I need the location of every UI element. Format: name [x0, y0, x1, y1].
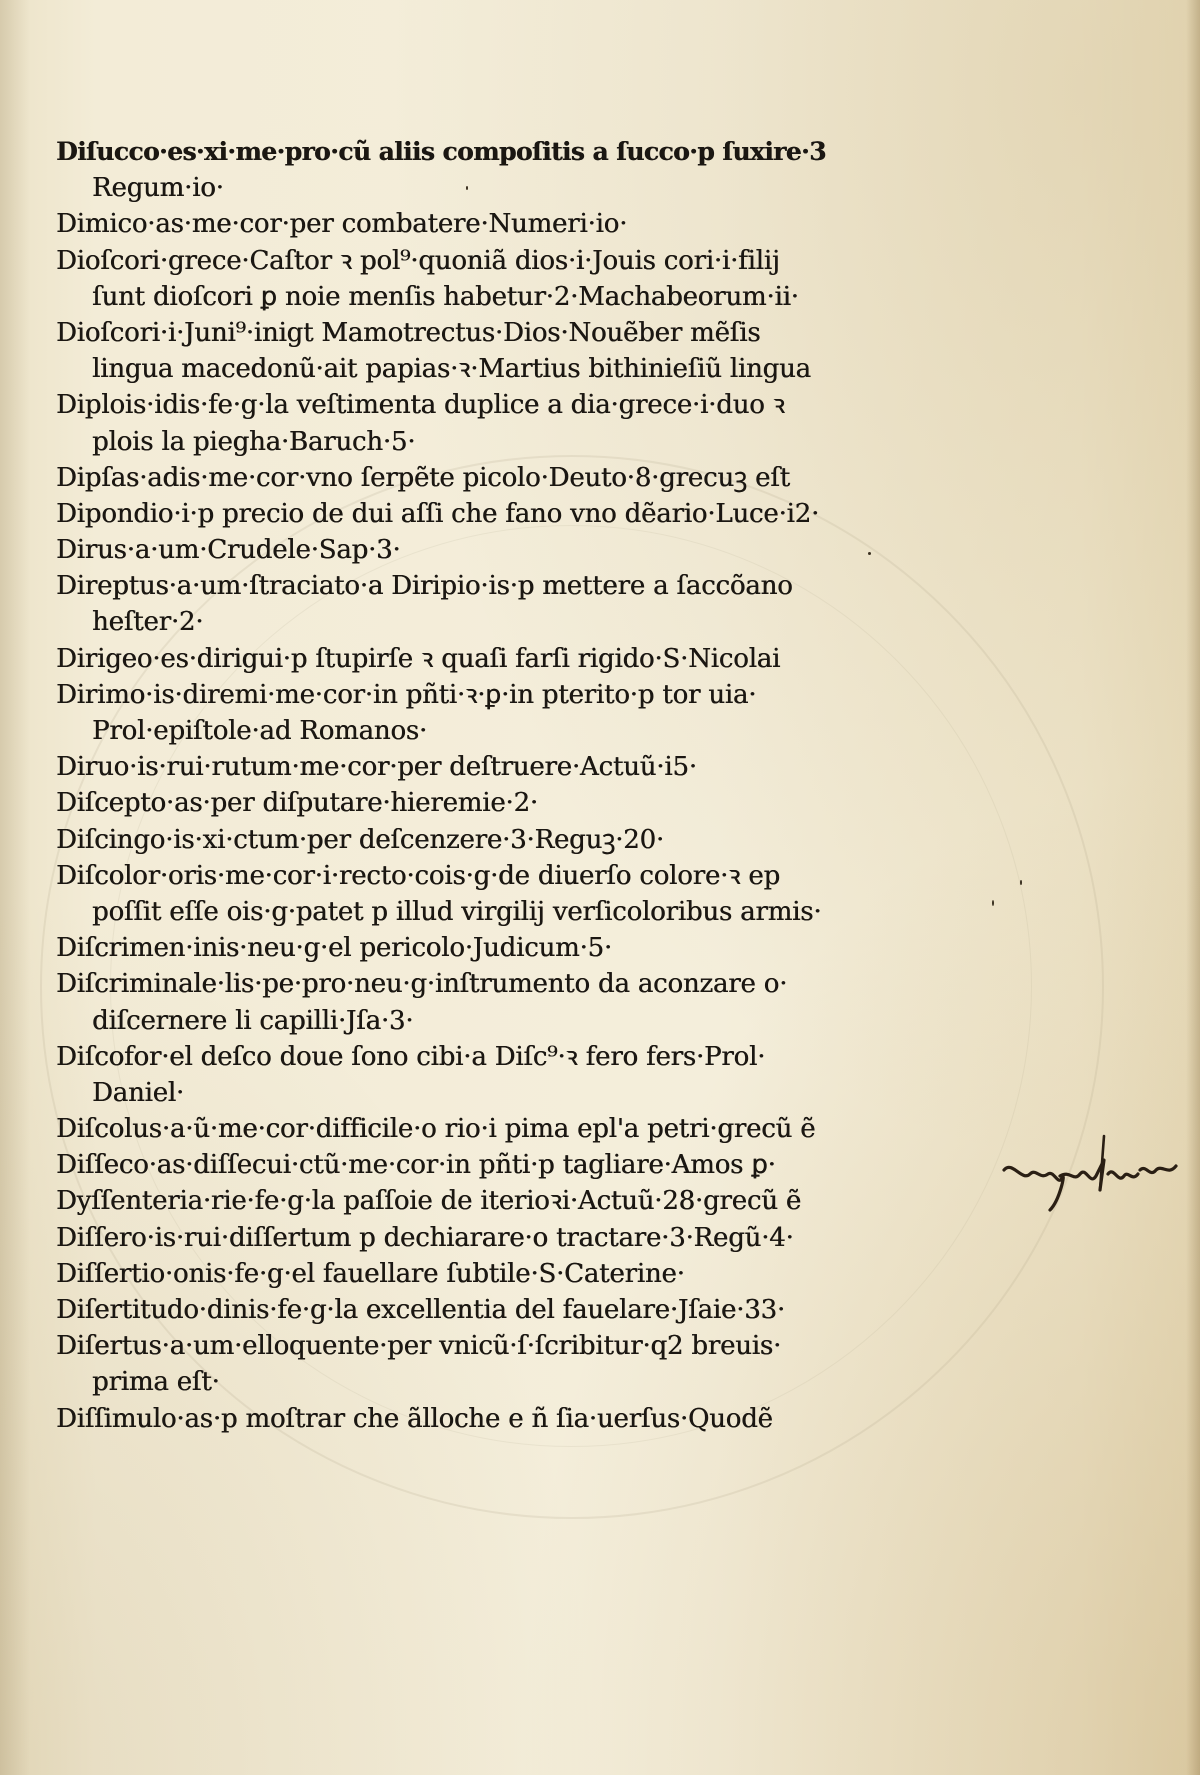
- entry-line: Diſcrimen·inis·neu·g·el pericolo·Judicum·5·: [56, 933, 612, 964]
- entry-line: Dipondio·i·p precio de dui aſſi che fano vno dẽario·Luce·i2·: [56, 498, 820, 529]
- entry-line: Dipſas·adis·me·cor·vno ſerpẽte picolo·Deuto·8·grecuꝫ eſt: [56, 462, 790, 493]
- handwritten-stroke: [1004, 1160, 1176, 1210]
- entry-line: Direptus·a·um·ſtraciato·a Diripio·is·p mettere a ſaccõano: [56, 571, 793, 602]
- entry-continuation-line: heſter·2·: [92, 607, 204, 638]
- entry-continuation-line: prima eſt·: [92, 1367, 220, 1398]
- entry-continuation-line: ſunt dioſcori ꝑ noie menſis habetur·2·Machabeorum·ii·: [92, 281, 799, 312]
- entry-continuation-line: Regum·io·: [92, 173, 224, 204]
- page-edge-shadow: [1186, 0, 1200, 1775]
- entry-line: Dyſſenteria·rie·fe·g·la paſſoie de iterioꝛi·Actuũ·28·grecũ ẽ: [56, 1186, 801, 1217]
- entry-line: Dirus·a·um·Crudele·Sap·3·: [56, 535, 401, 566]
- glossary-text-block: [56, 134, 996, 1437]
- entry-continuation-line: diſcernere li capilli·Jſa·3·: [92, 1005, 414, 1036]
- entry-line: Dirimo·is·diremi·me·cor·in pñti·ꝛ·ꝑ·in pterito·p tor uia·: [56, 679, 757, 710]
- ink-speck: [992, 900, 994, 906]
- marginal-annotation-tagliare: [1000, 1130, 1180, 1220]
- entry-continuation-line: Daniel·: [92, 1077, 184, 1108]
- entry-line: Diſcepto·as·per diſputare·hieremie·2·: [56, 788, 538, 819]
- entry-continuation-line: lingua macedonũ·ait papias·ꝛ·Martius bithinieſiũ lingua: [92, 354, 811, 385]
- entry-line: Diſcofor·el deſco doue ſono cibi·a Diſc⁹·ꝛ fero fers·Prol·: [56, 1041, 766, 1072]
- entry-line: Diruo·is·rui·rutum·me·cor·per deſtruere·Actuũ·i5·: [56, 752, 697, 783]
- entry-line: Diſcolus·a·ũ·me·cor·difficile·o rio·i pima epl'a petri·grecũ ẽ: [56, 1114, 816, 1145]
- entry-line: Diſcingo·is·xi·ctum·per deſcenzere·3·Reguꝫ·20·: [56, 824, 664, 855]
- entry-continuation-line: Prol·epiſtole·ad Romanos·: [92, 716, 427, 746]
- entry-line: Diſſero·is·rui·diſſertum p dechiarare·o tractare·3·Regũ·4·: [56, 1222, 794, 1253]
- ink-speck: [1020, 880, 1022, 885]
- page-gutter-shadow: [0, 0, 30, 1775]
- entry-line: Diſſimulo·as·p moſtrar che ãlloche e ñ ſia·uerſus·Quodẽ: [56, 1403, 773, 1434]
- entry-line: Dimico·as·me·cor·per combatere·Numeri·io·: [56, 209, 628, 240]
- marginal-note-text: [1090, 1216, 1094, 1219]
- entry-line: Dioſcori·i·Juni⁹·inigt Mamotrectus·Dios·Nouẽber mẽſis: [56, 317, 761, 348]
- entry-line: Diſcolor·oris·me·cor·i·recto·cois·g·de diuerſo colore·ꝛ ep: [56, 860, 780, 891]
- entry-continuation-line: poſſit eſſe ois·g·patet p illud virgilij verſicoloribus armis·: [92, 896, 822, 927]
- entry-line: Diſſeco·as·diſſecui·ctũ·me·cor·in pñti·p tagliare·Amos ꝑ·: [56, 1150, 776, 1181]
- entry-line: Diſucco·es·xi·me·pro·cũ aliis compoſitis a ſucco·p ſuxire·3: [56, 137, 826, 166]
- ink-speck: [466, 186, 468, 190]
- entry-line: Diplois·idis·fe·g·la veſtimenta duplice a dia·grece·i·duo ꝛ: [56, 390, 785, 421]
- entry-line: Diſertus·a·um·elloquente·per vnicũ·ſ·ſcribitur·q2 breuis·: [56, 1331, 782, 1362]
- entry-line: Dioſcori·grece·Caſtor ꝛ pol⁹·quoniã dios·i·Jouis cori·i·filij: [56, 245, 780, 276]
- entry-line: Dirigeo·es·dirigui·p ſtupirſe ꝛ quaſi farſi rigido·S·Nicolai: [56, 643, 781, 674]
- entry-line: Diſſertio·onis·fe·g·el fauellare ſubtile·S·Caterine·: [56, 1258, 685, 1289]
- entry-continuation-line: plois la piegha·Baruch·5·: [92, 426, 416, 457]
- ink-speck: [868, 552, 871, 555]
- entry-line: Diſcriminale·lis·pe·pro·neu·g·inſtrumento da aconzare o·: [56, 969, 788, 1000]
- entry-line: Diſertitudo·dinis·fe·g·la excellentia del fauelare·Jſaie·33·: [56, 1295, 785, 1325]
